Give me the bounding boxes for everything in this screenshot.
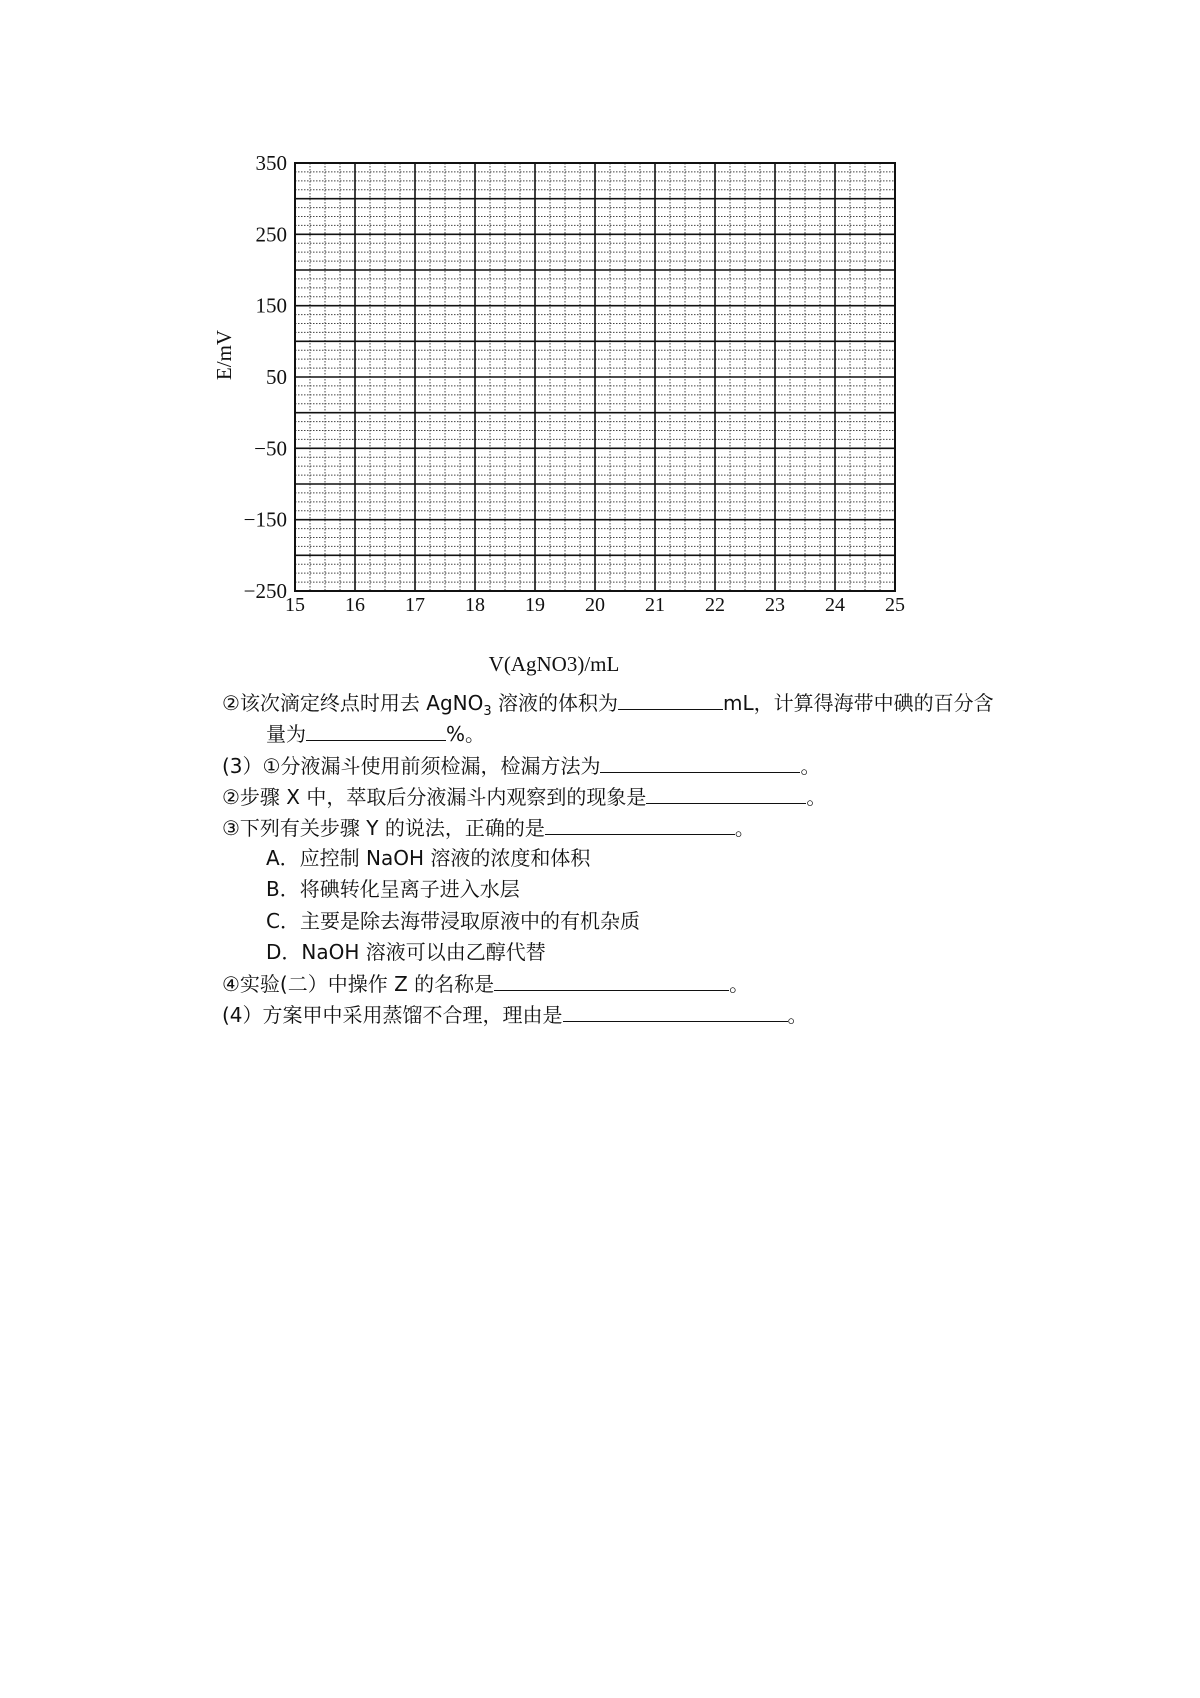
answer-blank-iodine-percent[interactable] [306,718,446,741]
answer-blank-phenomenon[interactable] [646,781,806,804]
x-tick-label: 16 [345,594,365,616]
answer-blank-reason[interactable] [563,999,788,1022]
question-3-4: ④实验(二）中操作 Z 的名称是 。 [222,968,749,999]
x-tick-label: 18 [465,594,485,616]
option-d: D．NaOH 溶液可以由乙醇代替 [266,940,546,964]
x-tick-label: 25 [885,594,905,616]
x-tick-label: 24 [825,594,845,616]
x-tick-labels [285,594,905,616]
option-a: A．应控制 NaOH 溶液的浓度和体积 [266,846,591,870]
y-tick-label: −50 [254,436,287,461]
x-tick-label: 22 [705,594,725,616]
y-tick-label: −250 [243,579,287,603]
answer-blank-step-y[interactable] [545,812,735,835]
y-tick-label: 50 [266,365,287,389]
question-3-3: ③下列有关步骤 Y 的说法，正确的是 。 [222,812,755,843]
answer-blank-leak-test[interactable] [600,750,800,773]
titration-grid-chart [212,140,940,680]
x-tick-label: 15 [285,594,305,616]
answer-blank-operation-z[interactable] [494,968,729,991]
y-axis-label: E/mV [212,329,236,381]
y-tick-label: 250 [255,222,287,247]
question-2-2-line2: 量为 %。 [266,718,485,749]
option-c: C．主要是除去海带浸取原液中的有机杂质 [266,909,640,933]
y-tick-label: 150 [255,293,287,318]
question-4: (4）方案甲中采用蒸馏不合理，理由是 。 [222,999,808,1030]
question-3-2: ②步骤 X 中，萃取后分液漏斗内观察到的现象是 。 [222,781,826,812]
x-tick-label: 20 [585,594,605,616]
x-tick-label: 21 [645,594,665,616]
y-tick-label: 350 [255,151,287,175]
option-b: B．将碘转化呈离子进入水层 [266,877,520,901]
question-2-2-line1: ②该次滴定终点时用去 AgNO$_3$ 溶液的体积为 mL，计算得海带中碘的百分含 [222,687,994,718]
x-axis-label: V(AgNO3)/mL [488,652,620,676]
y-tick-labels [244,151,287,603]
x-tick-label: 17 [405,594,425,616]
x-tick-label: 19 [525,594,545,616]
question-3-1: (3）①分液漏斗使用前须检漏，检漏方法为 。 [222,750,820,781]
y-tick-label: −150 [243,507,287,532]
answer-blank-volume[interactable] [618,687,723,710]
x-tick-label: 23 [765,594,785,616]
